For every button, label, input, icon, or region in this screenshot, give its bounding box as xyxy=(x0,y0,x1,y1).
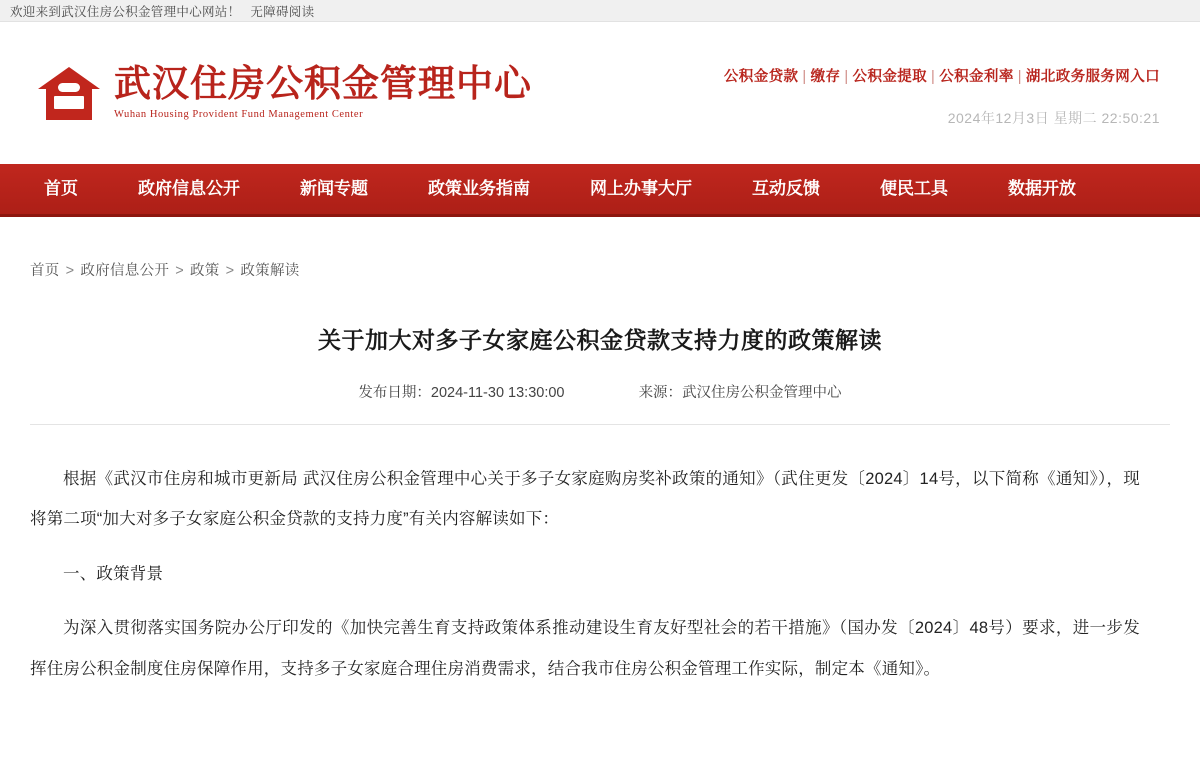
article-paragraph: 根据《武汉市住房和城市更新局 武汉住房公积金管理中心关于多子女家庭购房奖补政策的通知》（武住更发〔2024〕14号，以下简称《通知》），现将第二项“加大对多子女家庭公积金贷款的支持力度”有关内容解读如下： xyxy=(30,470,1140,529)
breadcrumb-separator: > xyxy=(225,263,235,279)
quick-link-1[interactable]: 缴存 xyxy=(810,68,841,85)
current-datetime: 2024年12月3日 星期二 22:50:21 xyxy=(947,109,1160,126)
page-content xyxy=(0,217,1200,689)
article-meta xyxy=(30,381,1170,402)
house-logo-icon xyxy=(36,65,102,121)
page-title: 关于加大对多子女家庭公积金贷款支持力度的政策解读 xyxy=(318,327,882,353)
quick-link-3[interactable]: 公积金利率 xyxy=(939,68,1014,85)
source-label: 来源： xyxy=(638,385,683,401)
source-value: 武汉住房公积金管理中心 xyxy=(682,385,842,401)
quick-links: 公积金贷款 | 缴存 | 公积金提取 | 公积金利率 | 湖北政务服务网入口 xyxy=(723,68,1160,85)
nav-item-online-hall[interactable]: 网上办事大厅 xyxy=(590,179,692,198)
article-section-heading: 一、政策背景 xyxy=(63,564,164,583)
accessibility-topbar xyxy=(0,0,1200,22)
breadcrumb-item-0[interactable]: 首页 xyxy=(30,263,60,279)
nav-item-open-data[interactable]: 数据开放 xyxy=(1008,179,1076,198)
logo-title-en: Wuhan Housing Provident Fund Management Center xyxy=(114,109,364,121)
breadcrumb xyxy=(0,217,1200,280)
nav-item-tools[interactable]: 便民工具 xyxy=(880,179,948,198)
breadcrumb-item-2[interactable]: 政策 xyxy=(189,263,220,279)
accessibility-link[interactable]: 无障碍阅读 xyxy=(250,4,315,19)
quick-link-0[interactable]: 公积金贷款 xyxy=(723,68,799,85)
breadcrumb-separator: > xyxy=(175,263,184,279)
welcome-text: 欢迎来到武汉住房公积金管理中心网站！ xyxy=(10,4,241,19)
publish-date-value: 2024-11-30 13:30:00 xyxy=(430,385,565,401)
breadcrumb-item-3[interactable]: 政策解读 xyxy=(240,263,300,279)
site-header xyxy=(0,22,1200,164)
article-header xyxy=(30,322,1170,425)
article-paragraph: 为深入贯彻落实国务院办公厅印发的《加快完善生育支持政策体系推动建设生育友好型社会的若干措施》（国办发〔2024〕48号）要求，进一步发挥住房公积金制度住房保障作用，支持多子女家庭合理住房消费需求，结合我市住房公积金管理工作实际，制定本《通知》。 xyxy=(30,619,1140,678)
quick-link-4[interactable]: 湖北政务服务网入口 xyxy=(1025,68,1160,85)
nav-item-government-info[interactable]: 政府信息公开 xyxy=(138,179,240,198)
nav-item-policy-guide[interactable]: 政策业务指南 xyxy=(428,179,530,198)
breadcrumb-separator: > xyxy=(65,263,75,279)
header-right-block xyxy=(724,59,1160,128)
logo-title-cn: 武汉住房公积金管理中心 xyxy=(114,63,532,105)
nav-item-home[interactable]: 首页 xyxy=(44,179,78,198)
nav-item-feedback[interactable]: 互动反馈 xyxy=(752,179,820,198)
quick-link-2[interactable]: 公积金提取 xyxy=(852,68,928,85)
article-body xyxy=(30,425,1140,689)
breadcrumb-item-1[interactable]: 政府信息公开 xyxy=(80,263,170,279)
nav-item-news[interactable]: 新闻专题 xyxy=(300,179,368,198)
main-nav xyxy=(0,164,1200,217)
site-logo[interactable] xyxy=(30,65,532,121)
publish-date-label: 发布日期： xyxy=(358,385,431,401)
